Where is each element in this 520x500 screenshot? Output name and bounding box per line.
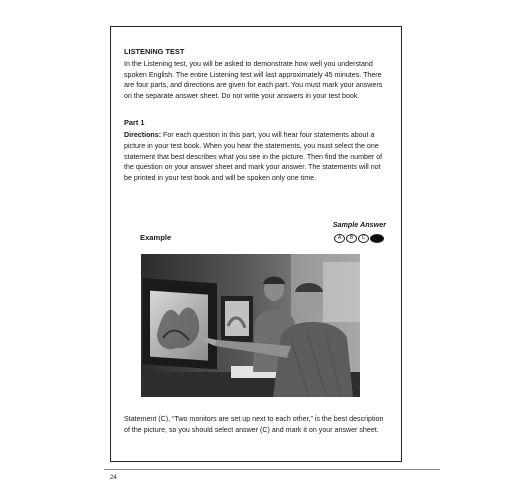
page-frame	[110, 26, 402, 462]
sample-answer-label: Sample Answer	[332, 220, 386, 229]
directions-label: Directions:	[124, 131, 162, 140]
page-content	[124, 47, 386, 434]
answer-bubble-a: A	[334, 234, 345, 243]
answer-bubbles	[334, 234, 384, 243]
statement-explanation: Statement (C), “Two monitors are set up next to each other,” is the best description of the picture, so you should select answer (C) and mark it on your answer sheet.	[124, 415, 384, 434]
answer-bubble-b: B	[346, 234, 357, 243]
answer-bubble-d-filled: D	[370, 234, 384, 243]
part-1-directions	[124, 130, 386, 183]
listening-intro: In the Listening test, you will be asked to demonstrate how well you understand spoken English. The entire Listening test will last approximately 45 minutes. There are four parts, and directions are given for each part. You must mark your answers on the separate answer sheet. Do not write your answers in your test book.	[124, 60, 383, 100]
example-photo	[141, 254, 360, 397]
example-label: Example	[140, 233, 172, 242]
directions-text: For each question in this part, you will hear four statements about a picture in your test book. When you hear the statements, you must select the one statement that best describes what you see in the picture. Then find the number of the question on your answer sheet and mark your answer. The statements will not be printed in your test book and will be spoken only one time.	[124, 131, 383, 182]
listening-test-heading: LISTENING TEST	[124, 47, 185, 56]
example-photo-illustration	[141, 254, 360, 397]
footer-divider	[104, 469, 440, 470]
part-1-heading: Part 1	[124, 118, 145, 128]
page-number: 24	[110, 475, 117, 481]
answer-bubble-c: C	[358, 234, 369, 243]
